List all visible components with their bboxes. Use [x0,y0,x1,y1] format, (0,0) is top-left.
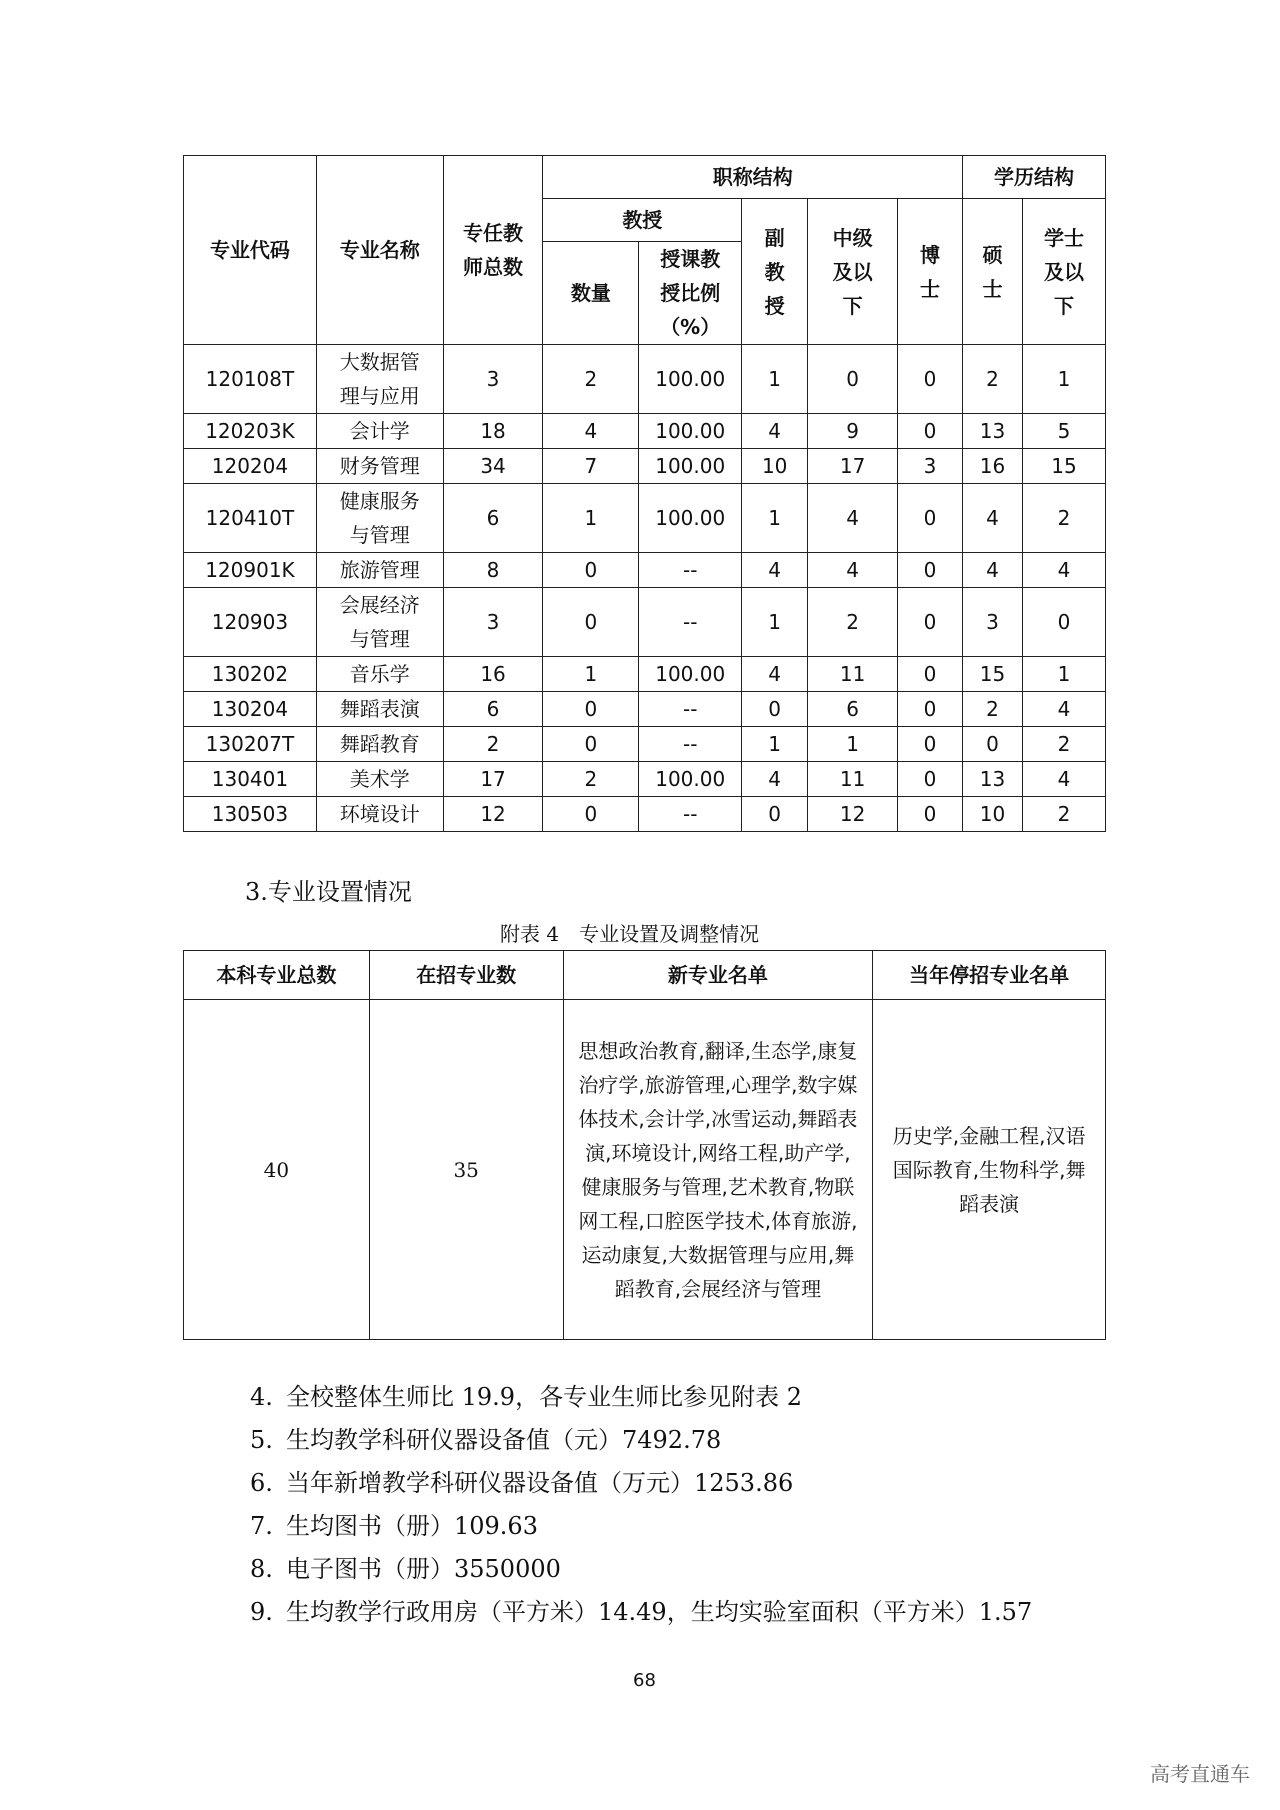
stat-number: 7. [250,1512,273,1540]
stat-line [250,1506,538,1541]
cell-prof: 4 [543,414,639,449]
cell-master: 13 [963,414,1023,449]
table-row [184,797,1106,832]
header-total: 专任教师总数 [443,156,543,345]
header-phd: 博士 [898,199,963,345]
stat-text: 全校整体生师比 19.9，各专业生师比参见附表 2 [286,1383,802,1411]
cell-master: 3 [963,588,1023,657]
cell-ratio: 100.00 [639,762,742,797]
header-professor: 教授 [543,199,742,242]
table-row [184,657,1106,692]
cell-assoc: 4 [742,414,808,449]
cell-code: 120410T [184,484,317,553]
cell-name: 旅游管理 [316,553,443,588]
cell-mid: 9 [808,414,898,449]
cell-master: 4 [963,484,1023,553]
cell-mid: 12 [808,797,898,832]
cell-phd: 0 [898,345,963,414]
cell-phd: 0 [898,727,963,762]
table-row [184,762,1106,797]
cell-total: 6 [443,692,543,727]
cell-phd: 0 [898,762,963,797]
header-name: 专业名称 [316,156,443,345]
cell-bach: 2 [1023,727,1106,762]
cell-assoc: 0 [742,797,808,832]
cell-mid: 4 [808,484,898,553]
cell-phd: 0 [898,692,963,727]
header-edu-structure: 学历结构 [963,156,1106,199]
cell-master: 13 [963,762,1023,797]
table-row [184,345,1106,414]
cell-total: 2 [443,727,543,762]
cell-prof: 0 [543,588,639,657]
cell-phd: 0 [898,657,963,692]
cell-prof: 7 [543,449,639,484]
stat-line [250,1549,561,1584]
cell-assoc: 1 [742,588,808,657]
cell-name: 财务管理 [316,449,443,484]
stat-number: 9. [250,1598,273,1626]
cell-prof: 2 [543,762,639,797]
cell-mid: 0 [808,345,898,414]
table-row [184,692,1106,727]
cell-bach: 1 [1023,657,1106,692]
cell-prof: 0 [543,727,639,762]
stat-line [250,1377,802,1412]
cell-assoc: 4 [742,657,808,692]
cell-name: 舞蹈表演 [316,692,443,727]
cell-ratio: -- [639,797,742,832]
header-intermediate: 中级及以下 [808,199,898,345]
stat-text: 生均教学科研仪器设备值（元）7492.78 [286,1426,722,1454]
section-heading: 3.专业设置情况 [245,878,412,906]
header-code: 专业代码 [184,156,317,345]
cell-phd: 0 [898,797,963,832]
cell-ratio: 100.00 [639,484,742,553]
cell-mid: 4 [808,553,898,588]
cell-master: 15 [963,657,1023,692]
header-title-structure: 职称结构 [543,156,963,199]
cell-mid: 1 [808,727,898,762]
cell-phd: 0 [898,414,963,449]
table-row [184,553,1106,588]
header-bachelor: 学士及以下 [1023,199,1106,345]
cell-master: 4 [963,553,1023,588]
cell-ratio: -- [639,553,742,588]
cell-assoc: 1 [742,484,808,553]
cell-name: 音乐学 [316,657,443,692]
stat-number: 5. [250,1426,273,1454]
enrolling-value: 35 [369,1000,563,1340]
cell-code: 130503 [184,797,317,832]
cell-mid: 17 [808,449,898,484]
cell-name: 大数据管理与应用 [316,345,443,414]
cell-ratio: -- [639,692,742,727]
cell-prof: 2 [543,345,639,414]
cell-ratio: 100.00 [639,414,742,449]
cell-ratio: 100.00 [639,345,742,414]
cell-bach: 15 [1023,449,1106,484]
cell-ratio: 100.00 [639,449,742,484]
cell-assoc: 1 [742,727,808,762]
stat-number: 6. [250,1469,273,1497]
cell-code: 120901K [184,553,317,588]
cell-code: 120204 [184,449,317,484]
cell-mid: 6 [808,692,898,727]
cell-prof: 0 [543,797,639,832]
stat-text: 当年新增教学科研仪器设备值（万元）1253.86 [286,1469,794,1497]
stat-text: 生均图书（册）109.63 [286,1512,538,1540]
cell-name: 会计学 [316,414,443,449]
cell-total: 8 [443,553,543,588]
cell-total: 16 [443,657,543,692]
cell-bach: 4 [1023,692,1106,727]
header-associate: 副教授 [742,199,808,345]
cell-phd: 3 [898,449,963,484]
cell-prof: 1 [543,484,639,553]
cell-total: 6 [443,484,543,553]
cell-assoc: 0 [742,692,808,727]
table-row [184,449,1106,484]
cell-name: 环境设计 [316,797,443,832]
stat-line [250,1420,721,1455]
cell-assoc: 1 [742,345,808,414]
cell-total: 17 [443,762,543,797]
cell-bach: 5 [1023,414,1106,449]
cell-bach: 2 [1023,484,1106,553]
cell-code: 130207T [184,727,317,762]
cell-ratio: -- [639,588,742,657]
cell-name: 会展经济与管理 [316,588,443,657]
cell-phd: 0 [898,588,963,657]
cell-ratio: -- [639,727,742,762]
watermark: 高考直通车 [1150,1762,1250,1786]
cell-bach: 1 [1023,345,1106,414]
cell-master: 16 [963,449,1023,484]
total-majors-value: 40 [184,1000,370,1340]
staff-structure-table [183,155,1106,832]
stat-text: 电子图书（册）3550000 [286,1555,561,1583]
cell-name: 美术学 [316,762,443,797]
table-row [184,727,1106,762]
cell-ratio: 100.00 [639,657,742,692]
cell-total: 3 [443,345,543,414]
new-majors-list: 思想政治教育,翻译,生态学,康复治疗学,旅游管理,心理学,数字媒体技术,会计学,冰雪运动,舞蹈表演,环境设计,网络工程,助产学,健康服务与管理,艺术教育,物联网工程,口腔医学技术,体育旅游,运动康复,大数据管理与应用,舞蹈教育,会展经济与管理 [563,1000,873,1340]
header-master: 硕士 [963,199,1023,345]
cell-assoc: 4 [742,762,808,797]
cell-assoc: 10 [742,449,808,484]
stat-number: 8. [250,1555,273,1583]
cell-master: 10 [963,797,1023,832]
header-suspended: 当年停招专业名单 [873,951,1106,1000]
cell-mid: 11 [808,762,898,797]
major-settings-table [183,950,1106,1340]
cell-total: 3 [443,588,543,657]
cell-prof: 0 [543,692,639,727]
cell-master: 0 [963,727,1023,762]
cell-code: 120903 [184,588,317,657]
cell-total: 34 [443,449,543,484]
header-new-majors: 新专业名单 [563,951,873,1000]
header-total-majors: 本科专业总数 [184,951,370,1000]
cell-bach: 2 [1023,797,1106,832]
cell-mid: 2 [808,588,898,657]
page-number: 68 [633,1670,656,1691]
cell-mid: 11 [808,657,898,692]
cell-name: 健康服务与管理 [316,484,443,553]
cell-total: 12 [443,797,543,832]
header-enrolling: 在招专业数 [369,951,563,1000]
stat-number: 4. [250,1383,273,1411]
cell-master: 2 [963,692,1023,727]
header-ratio: 授课教授比例（%） [639,242,742,345]
stat-line [250,1463,793,1498]
cell-name: 舞蹈教育 [316,727,443,762]
cell-code: 120203K [184,414,317,449]
table-row [184,484,1106,553]
cell-code: 120108T [184,345,317,414]
cell-code: 130202 [184,657,317,692]
cell-bach: 0 [1023,588,1106,657]
header-count: 数量 [543,242,639,345]
table-row [184,588,1106,657]
cell-bach: 4 [1023,553,1106,588]
cell-total: 18 [443,414,543,449]
table-caption: 附表 4 专业设置及调整情况 [500,922,760,946]
cell-phd: 0 [898,553,963,588]
cell-prof: 1 [543,657,639,692]
cell-bach: 4 [1023,762,1106,797]
cell-prof: 0 [543,553,639,588]
cell-master: 2 [963,345,1023,414]
cell-assoc: 4 [742,553,808,588]
cell-code: 130401 [184,762,317,797]
stat-text: 生均教学行政用房（平方米）14.49，生均实验室面积（平方米）1.57 [286,1598,1033,1626]
table-row [184,414,1106,449]
cell-code: 130204 [184,692,317,727]
stat-line [250,1592,1032,1627]
cell-phd: 0 [898,484,963,553]
suspended-majors-list: 历史学,金融工程,汉语国际教育,生物科学,舞蹈表演 [873,1000,1106,1340]
